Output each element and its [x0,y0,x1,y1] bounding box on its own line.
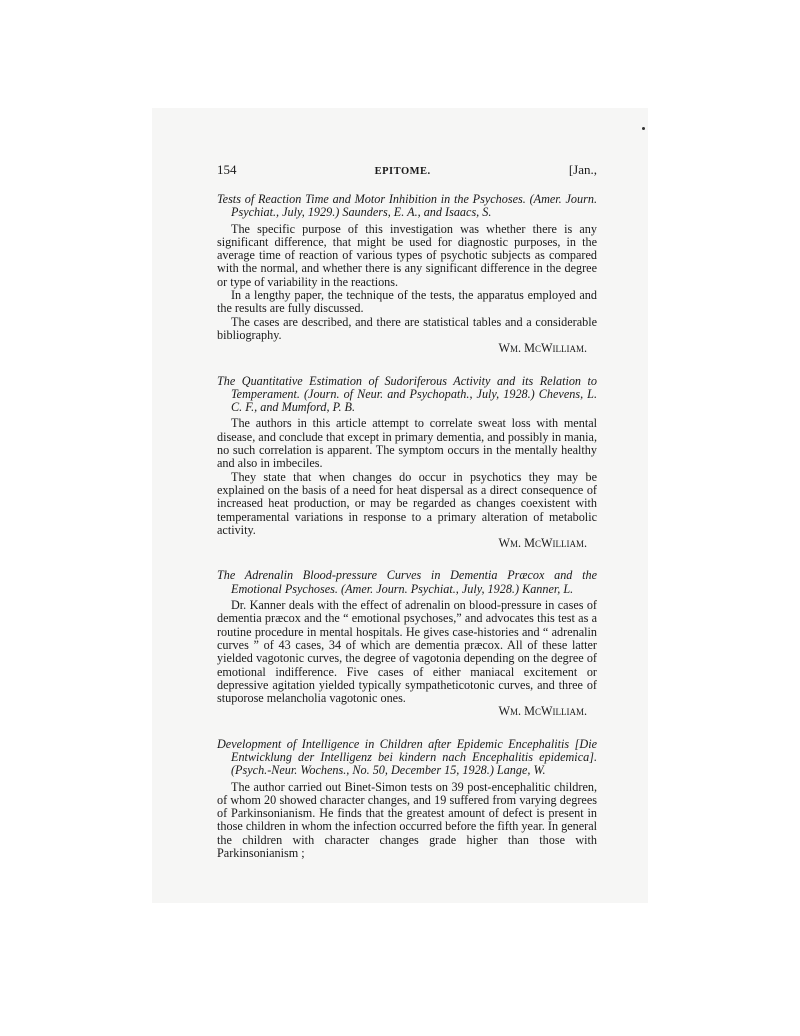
citation: The Quantitative Estimation of Sudoriferous Activity and its Relation to Temperament. (Journ. of Neur. and Psychopath., July, 1928.) Chevens, L. C. F., and Mumford, P. B. [217,373,597,415]
abstract-paragraph: The authors in this article attempt to correlate sweat loss with mental disease, and conclude that except in primary dementia, and possibly in mania, no such correlation is apparent. The symptom occurs in the mentally healthy and also in imbeciles. [217,416,597,471]
abstract-paragraph: Dr. Kanner deals with the effect of adrenalin on blood-pressure in cases of dementia præcox and the “ emotional psychoses,” and advocates this test as a routine procedure in mental hospitals. He gives case-histories and “ adrenalin curves ” of 43 cases, 34 of which are dementia præcox. All of these latter yielded vagotonic curves, the degree of vagotonia depending on the degree of emotional indifference. Five cases of either maniacal excitement or depressive agitation yielded typically sympatheticotonic curves, and three of stuporose melancholia vagotonic ones. [217,598,597,706]
abstract-paragraph: The specific purpose of this investigation was whether there is any significant difference, that might be used for diagnostic purposes, in the average time of reaction of various types of psychotic subjects as compared with the normal, and whether there is any significant difference in the degree or type of variability in the reactions. [217,221,597,289]
abstract-entry [217,569,597,718]
reviewer-signature: Wm. McWilliam. [498,704,587,719]
reviewer-signature: Wm. McWilliam. [498,341,587,356]
abstract-entry [217,375,597,551]
citation: Development of Intelligence in Children after Epidemic Encephalitis [Die Entwicklung der Intelligenz bei kindern nach Encephalitis epidemica]. (Psych.-Neur. Wochens., No. 50, December 15, 1928.) Lange, W. [217,736,597,778]
scan-speck [642,127,645,130]
abstract-paragraph: The author carried out Binet-Simon tests on 39 post-encephalitic children, of whom 20 showed character changes, and 19 suffered from varying degrees of Parkinsonianism. He finds that the greatest amount of defect is present in those children in whom the infection occurred before the fifth year. In general the children with character changes grade higher than those with Parkinsonianism ; [217,779,597,861]
running-head [217,163,597,183]
abstract-paragraph: In a lengthy paper, the technique of the tests, the apparatus employed and the results are fully discussed. [217,288,597,316]
page-number: 154 [217,162,237,177]
abstract-paragraph: They state that when changes do occur in psychotics they may be explained on the basis of a need for heat dispersal as a direct consequence of increased heat production, or may be regarded as changes coexistent with temperamental variations in response to a primary alteration of metabolic activity. [217,469,597,537]
abstract-entry [217,738,597,861]
abstract-paragraph: The cases are described, and there are statistical tables and a considerable bibliography. [217,314,597,342]
reviewer-signature: Wm. McWilliam. [498,536,587,551]
citation: Tests of Reaction Time and Motor Inhibition in the Psychoses. (Amer. Journ. Psychiat., July, 1929.) Saunders, E. A., and Isaacs, S. [217,192,597,220]
section-title: EPITOME. [374,166,431,177]
abstract-entry [217,193,597,356]
journal-page [217,163,597,860]
running-head-date: [Jan., [568,162,597,177]
citation: The Adrenalin Blood-pressure Curves in Dementia Præcox and the Emotional Psychoses. (Amer. Journ. Psychiat., July, 1928.) Kanner, L. [217,568,597,596]
